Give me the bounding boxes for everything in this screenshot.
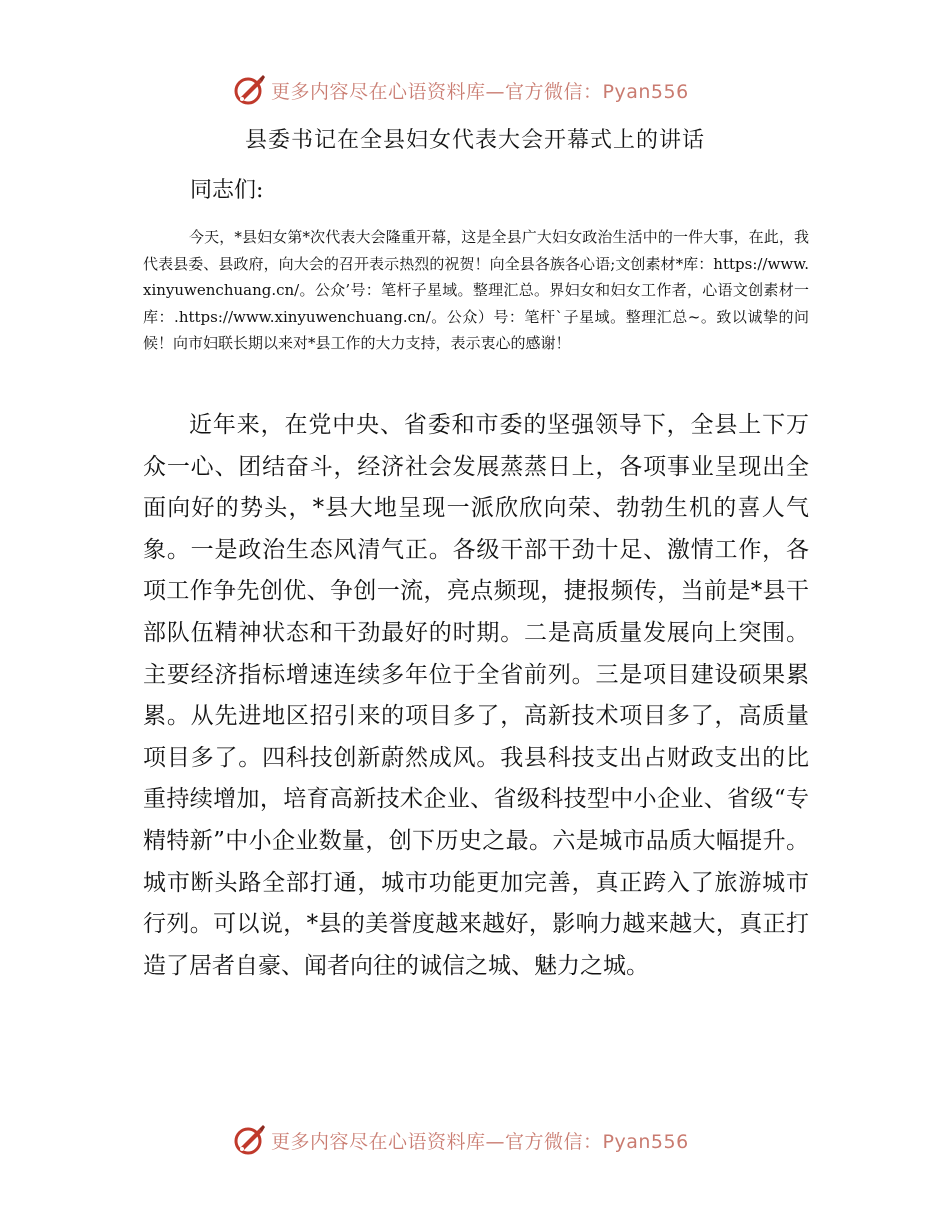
body-paragraph: 近年来，在党中央、省委和市委的坚强领导下，全县上下万众一心、团结奋斗，经济社会发展蒸蒸日上，各项事业呈现出全面向好的势头，*县大地呈现一派欣欣向荣、勃勃生机的喜人气象。一是政治生态风清气正。各级干部干劲十足、激情工作，各项工作争先创优、争创一流，亮点频现，捷报频传，当前是*县干部队伍精神状态和干劲最好的时期。二是高质量发展向上突围。主要经济指标增速连续多年位于全省前列。三是项目建设硕果累累。从先进地区招引来的项目多了，高新技术项目多了，高质量项目多了。四科技创新蔚然成风。我县科技支出占财政支出的比重持续增加，培育高新技术企业、省级科技型中小企业、省级“专精特新”中小企业数量，创下历史之最。六是城市品质大幅提升。城市断头路全部打通，城市功能更加完善，真正跨入了旅游城市行列。可以说，*县的美誉度越来越好，影响力越来越大，真正打造了居者自豪、闻者向往的诚信之城、魅力之城。 (143, 412, 809, 979)
header-watermark-banner (233, 70, 689, 110)
document-title: 县委书记在全县妇女代表大会开幕式上的讲话 (244, 128, 705, 153)
footer-watermark-text: 更多内容尽在心语资料库—官方微信：Pyan556 (271, 1130, 689, 1153)
opening-paragraph: 今天，*县妇女第*次代表大会隆重开幕，这是全县广大妇女政治生活中的一件大事，在此，我代表县委、县政府，向大会的召开表示热烈的祝贺！向全县各族各心语;文创素材*库：https://www.xinyuwenchuang.cn/。公众’号：笔杆子星域。整理汇总。界妇女和妇女工作者，心语文创素材一库：.https://www.xinyuwenchuang.cn/。公众）号：笔杆`子星域。整理汇总~。致以诚挚的问候！向市妇联长期以来对*县工作的大力支持，表示衷心的感谢！ (143, 228, 809, 352)
footer-watermark-banner (233, 1120, 689, 1160)
header-watermark-text: 更多内容尽在心语资料库—官方微信：Pyan556 (271, 80, 689, 103)
pen-logo-icon (233, 1123, 267, 1157)
pen-logo-icon (233, 73, 267, 107)
salutation: 同志们: (190, 178, 264, 203)
